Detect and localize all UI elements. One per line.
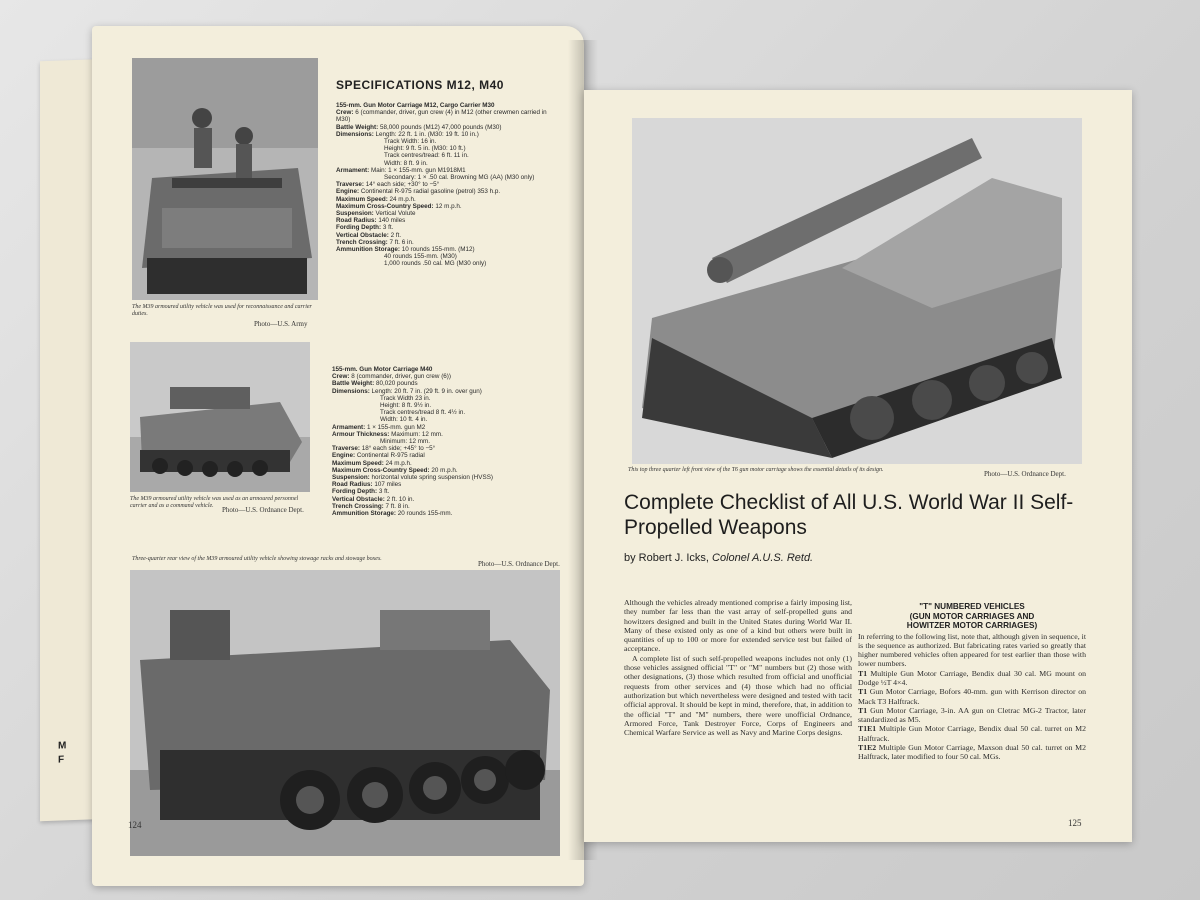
- spec-m40-value: Track centres/tread 8 ft. 4½ in.: [380, 409, 466, 417]
- spec-title: SPECIFICATIONS M12, M40: [336, 78, 504, 92]
- spec-m40-value: 1 × 155-mm. gun M2: [367, 423, 426, 431]
- spec-m12-value: 40 rounds 155-mm. (M30): [384, 253, 457, 261]
- spec-m12-row: [336, 232, 556, 239]
- vehicle-code: T1E2: [858, 743, 877, 753]
- spec-m12-label: Crew:: [336, 109, 354, 117]
- photo-t6-credit: Photo—U.S. Ordnance Dept.: [984, 470, 1066, 478]
- spec-m12-label: Traverse:: [336, 181, 365, 189]
- spec-m40-label: Vertical Obstacle:: [332, 495, 385, 503]
- spec-m12-row: [336, 145, 556, 152]
- section-heading-line-1: "T" NUMBERED VEHICLES: [919, 602, 1025, 611]
- spec-m12-row: [336, 131, 556, 138]
- spec-m12-label: Fording Depth:: [336, 224, 382, 232]
- section-heading: [858, 602, 1086, 631]
- spec-m40-row: [332, 488, 562, 495]
- col2-intro: In referring to the following list, note that, although given in sequence, it is the sequence as authorized. But fabricating rates varied so greatly that higher numbered vehicles often appeared for test earlier than those with lower numbers.: [858, 631, 1086, 669]
- photo1-caption: The M39 armoured utility vehicle was used for reconnaissance and carrier duties.: [132, 304, 312, 317]
- spec-m12-row: [336, 109, 556, 123]
- spec-m12-value: 14° each side; +30° to −5°: [365, 181, 440, 189]
- spec-m12-value: Vertical Volute: [375, 210, 416, 218]
- vehicle-code: T1: [858, 705, 868, 715]
- spec-m40-row: [332, 460, 562, 467]
- spec-m12-row: [336, 203, 556, 210]
- vehicle-list-item: [858, 706, 1086, 725]
- spec-m12-value: 3 ft.: [382, 224, 394, 232]
- vehicle-description: Multiple Gun Motor Carriage, Maxson dual 50 cal. turret on M2 Halftrack, later modified to four 50 cal. MGs.: [858, 743, 1086, 762]
- spec-m40-row: [332, 373, 562, 380]
- spec-m12-value: 2 ft.: [390, 231, 402, 239]
- spec-m40-row: [332, 503, 562, 510]
- article-column-1: [624, 598, 852, 737]
- left-page-number: 124: [128, 820, 142, 830]
- spec-m12-value: 24 m.p.h.: [389, 195, 416, 203]
- photo-t6-gmc: [632, 118, 1082, 464]
- vehicle-description: Multiple Gun Motor Carriage, Bendix dual 30 cal. MG mount on Dodge ½T 4×4.: [858, 668, 1086, 687]
- vehicle-code: T1: [858, 668, 868, 678]
- spec-m12-row: [336, 181, 556, 188]
- spec-m40-label: Traverse:: [332, 445, 361, 453]
- spec-m40-value: 20 m.p.h.: [431, 466, 458, 474]
- spec-m12-value: Secondary: 1 × .50 cal. Browning MG (AA) (M30 only): [384, 174, 535, 182]
- spec-m12-row: [336, 160, 556, 167]
- vehicle-list: [858, 669, 1086, 762]
- spec-m40-value: 80,020 pounds: [375, 380, 418, 388]
- spec-m40-row: [332, 452, 562, 459]
- vehicle-list-item: [858, 724, 1086, 743]
- vehicle-list-item: [858, 743, 1086, 762]
- spec-m12-row: [336, 217, 556, 224]
- spec-m12-row: [336, 124, 556, 131]
- spec-m40-row: [332, 431, 562, 438]
- spec-m12-row: [336, 152, 556, 159]
- spec-m40-label: Fording Depth:: [332, 488, 378, 496]
- vehicle-list-item: [858, 669, 1086, 688]
- left-page: [92, 26, 584, 886]
- spec-m40-row: [332, 409, 562, 416]
- spec-m12-value: Track centres/tread: 6 ft. 11 in.: [384, 152, 469, 160]
- spec-m12-heading: 155-mm. Gun Motor Carriage M12, Cargo Carrier M30: [336, 102, 495, 109]
- underlying-page-text-2: F: [58, 754, 65, 766]
- spec-m40-row: [332, 510, 562, 517]
- spec-m40-row: [332, 467, 562, 474]
- spec-m12-label: Ammunition Storage:: [336, 246, 401, 254]
- col1-paragraph-2: A complete list of such self-propelled weapons includes not only (1) those vehicles assigned official "T" or "M" numbers but (2) those with other designations, (3) those which resulted from official and unofficial requests from other services and (4) those which had no official authorization but which nevertheless were designed and tested with tacit official approval. It should be kept in mind, therefore, that, in addition to the official "T" and "M" numbers, there were unofficial Ordnance, Armored Force, Tank Destroyer Force, Corps of Engineers and Chemical Warfare Service as well as Navy and Marine Corps designs.: [624, 653, 852, 738]
- spec-m12-label: Battle Weight:: [336, 123, 379, 131]
- vehicle-code: T1: [858, 687, 868, 697]
- spec-m12-value: Length: 22 ft. 1 in. (M30: 19 ft. 10 in.): [375, 130, 479, 138]
- photo-m39-rear: [130, 570, 560, 856]
- spec-m12-label: Maximum Cross-Country Speed:: [336, 202, 434, 210]
- spec-m12-value: 10 rounds 155-mm. (M12): [401, 246, 475, 254]
- vehicle-list-item: [858, 687, 1086, 706]
- spec-m40-value: 2 ft. 10 in.: [386, 495, 415, 503]
- spec-m40-value: Width: 10 ft. 4 in.: [380, 416, 428, 424]
- photo-m39-front: [132, 58, 318, 300]
- spec-m40-row: [332, 496, 562, 503]
- photo2-caption: The M39 armoured utility vehicle was used as an armoured personnel carrier and as a command vehicle.: [130, 496, 299, 509]
- section-heading-line-3: HOWITZER MOTOR CARRIAGES): [906, 621, 1038, 630]
- spec-m12-value: Height: 9 ft. 5 in. (M30: 10 ft.): [384, 145, 466, 153]
- spec-m12-label: Maximum Speed:: [336, 195, 388, 203]
- photo1-credit: Photo—U.S. Army: [254, 320, 308, 328]
- right-page-number: 125: [1068, 818, 1082, 828]
- spec-m40-label: Dimensions:: [332, 387, 370, 395]
- spec-m12-row: [336, 239, 556, 246]
- photo2-credit: Photo—U.S. Ordnance Dept.: [222, 506, 304, 514]
- spec-m40-label: Armament:: [332, 423, 366, 431]
- spec-m40-value: Minimum: 12 mm.: [380, 438, 431, 446]
- spec-m40-row: [332, 416, 562, 423]
- spec-m40-row: [332, 424, 562, 431]
- spec-m40-label: Engine:: [332, 452, 356, 460]
- spec-m12-value: 7 ft. 6 in.: [389, 238, 414, 246]
- photo3-caption: Three-quarter rear view of the M39 armoured utility vehicle showing stowage racks and stowage boxes.: [132, 556, 382, 562]
- spec-m40-value: Height: 8 ft. 9½ in.: [380, 402, 432, 410]
- spec-m40-value: 3 ft.: [378, 488, 390, 496]
- spec-m40-row: [332, 395, 562, 402]
- spec-m40-value: 7 ft. 8 in.: [385, 502, 410, 510]
- article-column-2: [858, 602, 1086, 762]
- spec-m40-value: 20 rounds 155-mm.: [397, 510, 453, 518]
- photo3-credit: Photo—U.S. Ordnance Dept.: [478, 560, 560, 568]
- spec-m40-label: Ammunition Storage:: [332, 510, 397, 518]
- spec-m12-row: [336, 196, 556, 203]
- spec-m12-label: Suspension:: [336, 210, 374, 218]
- spec-m40-label: Road Radius:: [332, 481, 373, 489]
- spec-m40-label: Maximum Cross-Country Speed:: [332, 466, 430, 474]
- spec-m12-row: [336, 260, 556, 267]
- spec-m40-value: Maximum: 12 mm.: [391, 430, 443, 438]
- spec-m40-row: [332, 445, 562, 452]
- spec-m40-row: [332, 481, 562, 488]
- article-headline: Complete Checklist of All U.S. World War II Self-Propelled Weapons: [624, 491, 1074, 539]
- spec-m12-value: 12 m.p.h.: [435, 202, 462, 210]
- spec-m12-row: [336, 167, 556, 174]
- spec-m12: [336, 102, 556, 268]
- spec-m12-value: Width: 8 ft. 9 in.: [384, 159, 428, 167]
- byline-rank: Colonel A.U.S. Retd.: [712, 552, 814, 564]
- spec-m12-row: [336, 138, 556, 145]
- spec-m12-label: Road Radius:: [336, 217, 377, 225]
- spec-m12-row: [336, 224, 556, 231]
- spec-m12-label: Vertical Obstacle:: [336, 231, 389, 239]
- spec-m12-label: Trench Crossing:: [336, 238, 388, 246]
- spec-m40-value: Track Width 23 in.: [380, 394, 431, 402]
- right-page: [584, 90, 1132, 842]
- spec-m40-label: Maximum Speed:: [332, 459, 384, 467]
- spec-m40-row: [332, 388, 562, 395]
- spec-m12-label: Engine:: [336, 188, 360, 196]
- photo-t6-caption: This top three quarter left front view of the T6 gun motor carriage shows the essential details of its design.: [628, 467, 884, 473]
- spec-m40-label: Armour Thickness:: [332, 430, 390, 438]
- spec-m12-value: Continental R-975 radial gasoline (petrol) 353 h.p.: [360, 188, 501, 196]
- spec-m40: [332, 366, 562, 517]
- spec-m12-row: [336, 246, 556, 253]
- spec-m40-value: Continental R-975 radial: [356, 452, 425, 460]
- spec-m12-value: 6 (commander, driver, gun crew (4) in M12 (other crewmen carried in M30): [336, 109, 547, 124]
- spec-m40-value: 24 m.p.h.: [385, 459, 412, 467]
- spec-m40-row: [332, 380, 562, 387]
- spec-m40-label: Trench Crossing:: [332, 502, 384, 510]
- spec-m12-value: 58,000 pounds (M12) 47,000 pounds (M30): [379, 123, 502, 131]
- spec-m40-row: [332, 474, 562, 481]
- underlying-page-text-1: M: [58, 740, 67, 752]
- spec-m40-label: Battle Weight:: [332, 380, 375, 388]
- spec-m40-value: Length: 20 ft. 7 in. (29 ft. 9 in. over gun): [371, 387, 482, 395]
- spec-m12-row: [336, 210, 556, 217]
- spec-m12-value: 1,000 rounds .50 cal. MG (M30 only): [384, 260, 487, 268]
- spec-m40-value: horizontal volute spring suspension (HVSS): [371, 474, 493, 482]
- spec-m12-value: 140 miles: [378, 217, 406, 225]
- spec-m40-label: Suspension:: [332, 474, 370, 482]
- spec-m40-value: 8 (commander, driver, gun crew (6)): [351, 373, 451, 381]
- vehicle-description: Multiple Gun Motor Carriage, Bendix dual 50 cal. turret on M2 Halftrack.: [858, 724, 1086, 743]
- spec-m12-value: Main: 1 × 155-mm. gun M1918M1: [371, 166, 466, 174]
- vehicle-code: T1E1: [858, 724, 877, 734]
- byline-author: by Robert J. Icks,: [624, 552, 713, 564]
- spec-m40-value: 107 miles: [374, 481, 402, 489]
- spec-m40-heading: 155-mm. Gun Motor Carriage M40: [332, 366, 433, 373]
- photo-m39-side: [130, 342, 310, 492]
- section-heading-line-2: (GUN MOTOR CARRIAGES AND: [909, 611, 1035, 621]
- spec-m12-row: [336, 253, 556, 260]
- spec-m12-row: [336, 188, 556, 195]
- vehicle-description: Gun Motor Carriage, 3-in. AA gun on Cletrac MG-2 Tractor, later standardized as M5.: [858, 705, 1086, 725]
- spec-m12-label: Armament:: [336, 166, 370, 174]
- article-byline: [624, 552, 813, 564]
- spec-m40-label: Crew:: [332, 373, 350, 381]
- spec-m40-value: 18° each side; +45° to −5°: [361, 445, 436, 453]
- vehicle-description: Gun Motor Carriage, Bofors 40-mm. gun with Kerrison director on Mack T3 Halftrack.: [858, 687, 1086, 706]
- spec-m12-label: Dimensions:: [336, 130, 374, 138]
- spec-m12-value: Track Width: 16 in.: [384, 138, 437, 146]
- col1-paragraph-1: Although the vehicles already mentioned comprise a fairly imposing list, they number far less than the vast array of self-propelled guns and howitzers designed and built in the United States during World War II. Many of these existed only as one of a kind but others were built in quantities of up to 100 or more for extended service test but failed of acceptance.: [624, 598, 852, 654]
